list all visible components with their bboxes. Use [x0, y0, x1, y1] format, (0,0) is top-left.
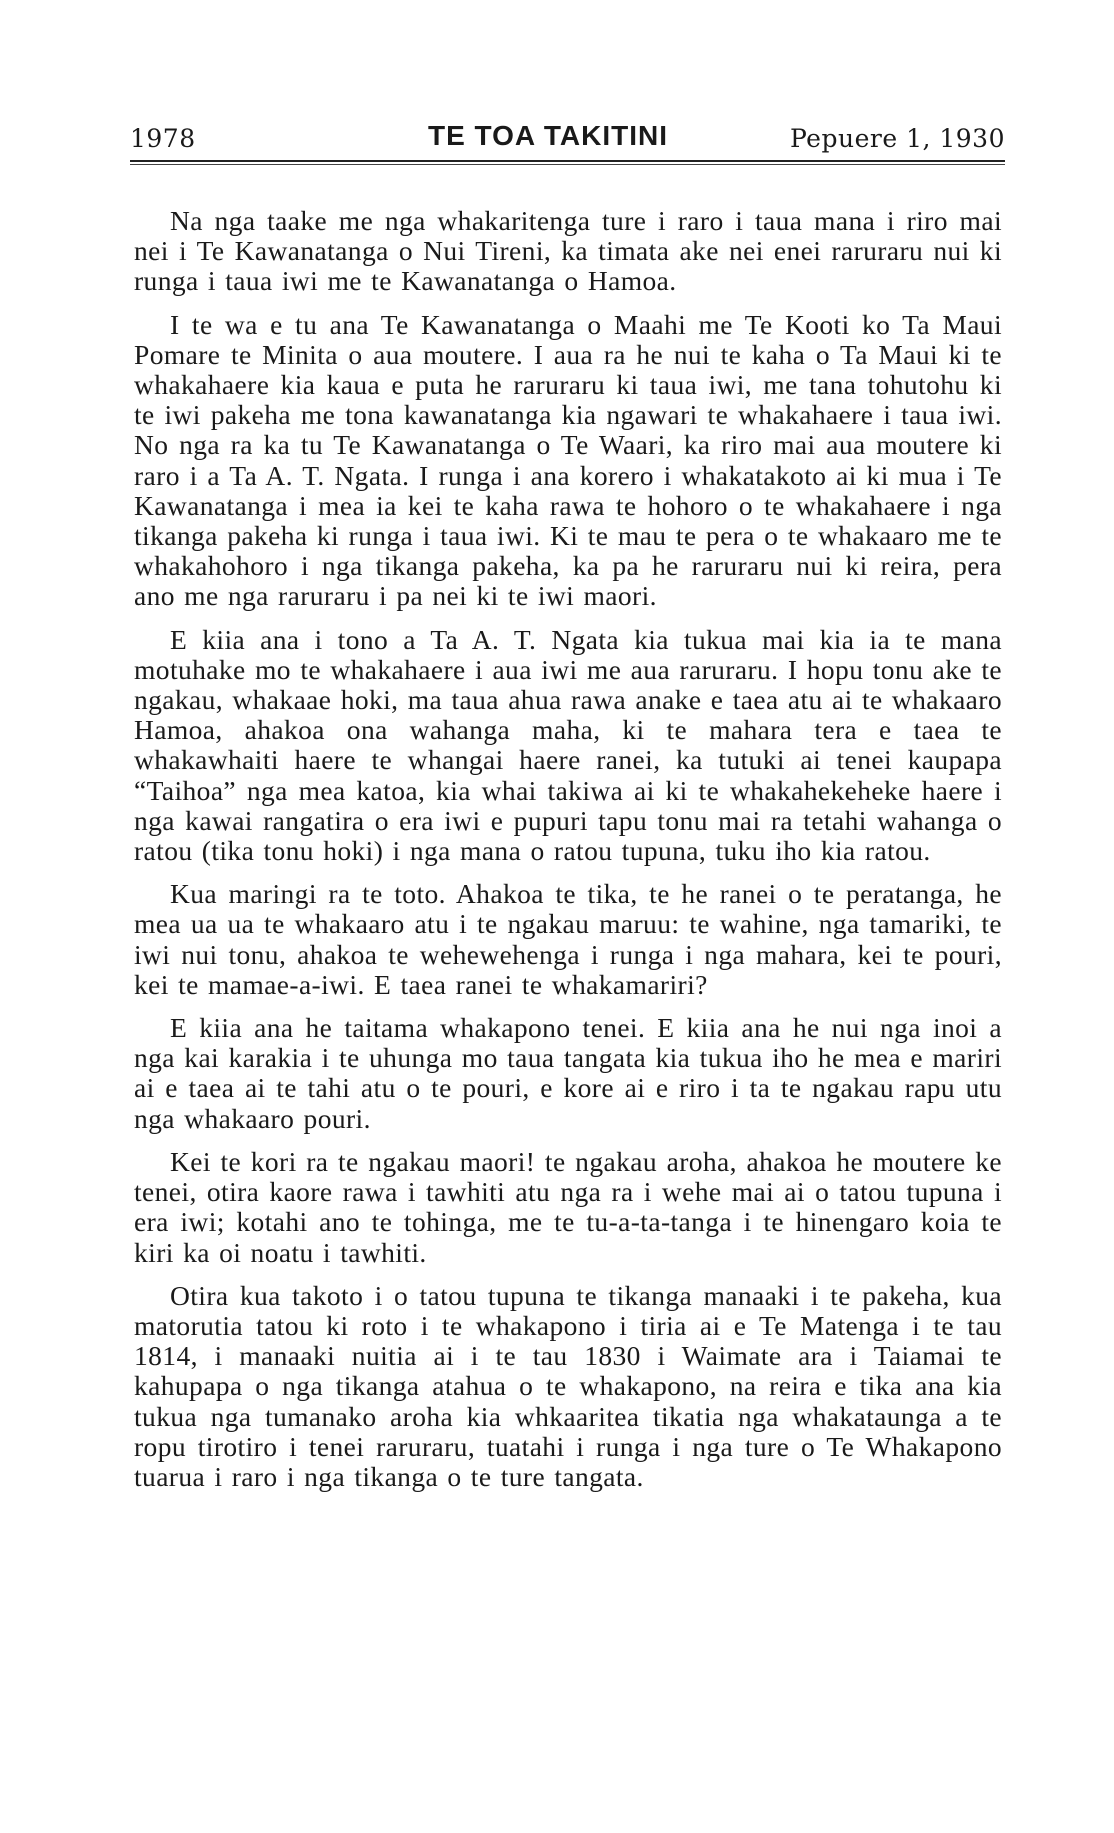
paragraph-7: Otira kua takoto i o tatou tupuna te tikanga manaaki i te pakeha, kua matorutia tatou ki roto i te whakapono i tiria ai e Te Matenga i te tau 1814, i manaaki nuitia ai i te tau 1830 i Waimate ara i Taiamai te kahupapa o nga tikanga atahua o te whakapono, na reira e tika ana kia tukua nga tumanako aroha kia whkaaritea tikatia nga whakataunga a te ropu tirotiro i tenei raruraru, tuatahi i runga i nga ture o Te Whakapono tuarua i raro i nga tikanga o te ture tangata.: [134, 1279, 1002, 1492]
paragraph-1: Na nga taake me nga whakaritenga ture i raro i taua mana i riro mai nei i Te Kawanatanga o Nui Tireni, ka timata ake nei enei raruraru nui ki runga i taua iwi me te Kawanatanga o Hamoa.: [134, 205, 1002, 297]
paragraph-4: Kua maringi ra te toto. Ahakoa te tika, te he ranei o te peratanga, he mea ua ua te whakaaro atu i te ngakau maruu: te wahine, nga tamariki, te iwi nui tonu, ahakoa te wehewehenga i runga i nga mahara, kei te pouri, kei te mamae-a-iwi. E taea ranei te whakamariri?: [134, 878, 1002, 1000]
paragraph-5: E kiia ana he taitama whakapono tenei. E kiia ana he nui nga inoi a nga kai karakia i te uhunga mo taua tangata kia tukua iho he mea e mariri ai e taea ai te tahi atu o te pouri, e kore ai e riro i ta te ngakau rapu utu nga whakaaro pouri.: [134, 1012, 1002, 1134]
paragraph-3: E kiia ana i tono a Ta A. T. Ngata kia tukua mai kia ia te mana motuhake mo te whakahaere i aua iwi me aua raruraru. I hopu tonu ake te ngakau, whakaae hoki, ma taua ahua rawa anake e taea atu ai te whakaaro Hamoa, ahakoa ona wahanga maha, ki te mahara tera e taea te whakawhaiti haere te whangai haere ranei, ka tutuki ai tenei kaupapa “Taihoa” nga mea katoa, kia whai takiwa ai ki te whakahekeheke haere i nga kawai rangatira o era iwi e pupuri tapu tonu mai ra tetahi wahanga o ratou (tika tonu hoki) i nga mana o ratou tupuna, tuku iho kia ratou.: [134, 623, 1002, 867]
page-header: [130, 118, 1005, 152]
journal-title: TE TOA TAKITINI: [428, 120, 669, 151]
header-rule-thin: [130, 164, 1005, 165]
issue-date: Pepuere 1, 1930: [789, 124, 1005, 153]
paragraph-6: Kei te kori ra te ngakau maori! te ngakau aroha, ahakoa he moutere ke tenei, otira kaore rawa i tawhiti atu nga ra i wehe mai ai o tatou tupuna i era iwi; kotahi ano te tohinga, me te tu-a-ta-tanga i te hinengaro koia te kiri ka oi noatu i tawhiti.: [134, 1145, 1002, 1268]
article-body: [134, 206, 1002, 1505]
header-rule: [130, 160, 1005, 162]
page-number: 1978: [130, 124, 196, 153]
paragraph-2: I te wa e tu ana Te Kawanatanga o Maahi me Te Kooti ko Ta Maui Pomare te Minita o aua moutere. I aua ra he nui te kaha o Ta Maui ki te whakahaere kia kaua e puta he raruraru ki taua iwi, me tana tohutohu ki te iwi pakeha me tona kawanatanga kia ngawari te whakahaere i taua iwi. No nga ra ka tu Te Kawanatanga o Te Waari, ka riro mai aua moutere ki raro i a Ta A. T. Ngata. I runga i ana korero i whakatakoto ai ki mua i Te Kawanatanga i mea ia kei te kaha rawa te hohoro o te whakahaere i nga tikanga pakeha ki runga i taua iwi. Ki te mau te pera o te whakaaro me te whakahohoro i nga tikanga pakeha, ka pa he raruraru nui ki reira, pera ano me nga raruraru i pa nei ki te iwi maori.: [134, 308, 1002, 612]
